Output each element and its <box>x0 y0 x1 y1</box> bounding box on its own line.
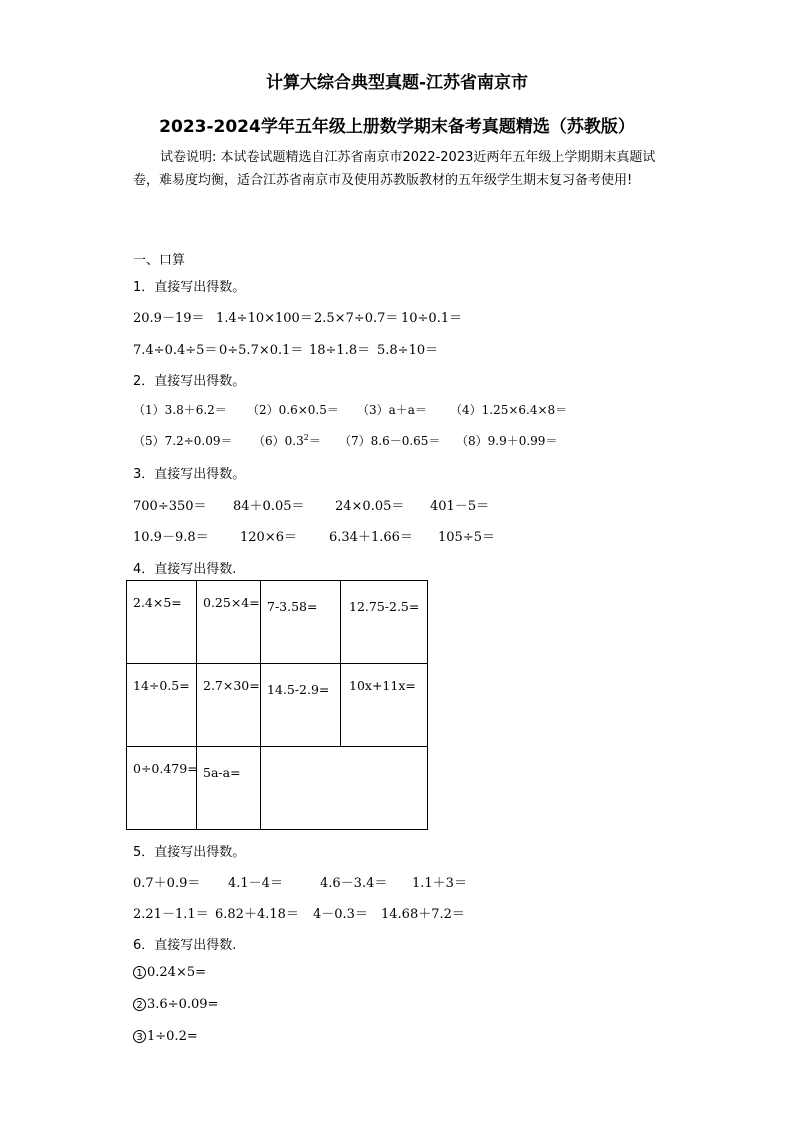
expression: 7.4÷0.4÷5＝ <box>133 343 218 358</box>
expression: 401－5＝ <box>430 499 490 514</box>
question-6-heading: 6．直接写出得数. <box>133 938 237 953</box>
expression <box>253 432 321 449</box>
question-1-heading: 1．直接写出得数。 <box>133 280 246 295</box>
question-6-item-1 <box>133 965 206 980</box>
expression: （7）8.6－0.65＝ <box>339 434 441 448</box>
grid-cell <box>197 664 261 747</box>
cell-expression: 2.7×30= <box>203 678 260 693</box>
cell-expression: 10x+11x= <box>349 678 416 693</box>
expression: 700÷350＝ <box>133 499 207 514</box>
question-4-heading: 4．直接写出得数. <box>133 562 237 577</box>
question-4-grid <box>126 580 428 830</box>
question-3-heading: 3．直接写出得数。 <box>133 467 246 482</box>
section-heading-oral: 一、口算 <box>133 253 186 268</box>
expression: 10.9－9.8＝ <box>133 530 209 545</box>
expression: 4.1－4＝ <box>228 876 283 891</box>
expression: （3）a＋a＝ <box>357 403 427 417</box>
expression: （5）7.2÷0.09＝ <box>133 434 233 448</box>
cell-expression: 0÷0.479= <box>133 761 198 776</box>
question-5-heading: 5．直接写出得数。 <box>133 845 246 860</box>
expression: （8）9.9＋0.99＝ <box>456 434 558 448</box>
cell-expression: 14.5-2.9= <box>267 682 330 697</box>
expression: 6.82＋4.18＝ <box>215 907 299 922</box>
expression: 1÷0.2= <box>147 1029 198 1044</box>
expression: 4.6－3.4＝ <box>320 876 388 891</box>
grid-cell <box>197 581 261 664</box>
expression: 3.6÷0.09= <box>147 997 219 1012</box>
circled-number-icon: 2 <box>133 998 146 1011</box>
cell-expression: 12.75-2.5= <box>349 599 420 614</box>
cell-expression: 7-3.58= <box>267 599 318 614</box>
expression: 6.34＋1.66＝ <box>329 530 413 545</box>
grid-cell <box>261 581 341 664</box>
expression: 0÷5.7×0.1＝ <box>219 343 304 358</box>
question-6-item-2 <box>133 997 218 1012</box>
expression: 2.21－1.1＝ <box>133 907 209 922</box>
grid-cell <box>261 664 341 747</box>
expression: 5.8÷10＝ <box>377 343 439 358</box>
expression: 84＋0.05＝ <box>233 499 305 514</box>
cell-expression: 0.25×4= <box>203 595 260 610</box>
expression: 10÷0.1＝ <box>401 311 463 326</box>
circled-number-icon: 1 <box>133 966 146 979</box>
expression: 20.9－19＝ <box>133 311 205 326</box>
expression: 1.1＋3＝ <box>412 876 467 891</box>
expression: 0.24×5= <box>147 965 207 980</box>
title-line-2: 2023-2024学年五年级上册数学期末备考真题精选（苏教版） <box>159 117 635 137</box>
grid-cell <box>127 747 197 830</box>
grid-cell <box>341 664 428 747</box>
exponent: 2 <box>303 433 309 442</box>
expression: 18÷1.8＝ <box>309 343 371 358</box>
cell-expression: 14÷0.5= <box>133 678 190 693</box>
expression: 1.4÷10×100＝ <box>216 311 313 326</box>
equals-sign: ＝ <box>308 434 321 448</box>
grid-cell-empty <box>261 747 428 830</box>
grid-cell <box>197 747 261 830</box>
circled-number-icon: 3 <box>133 1030 146 1043</box>
expression-base: （6）0.3 <box>253 434 304 448</box>
grid-cell <box>127 664 197 747</box>
expression: 105÷5＝ <box>438 530 495 545</box>
grid-cell <box>127 581 197 664</box>
expression: （4）1.25×6.4×8＝ <box>450 403 568 417</box>
question-2-heading: 2．直接写出得数。 <box>133 374 246 389</box>
expression: 2.5×7÷0.7＝ <box>314 311 399 326</box>
title-line-1: 计算大综合典型真题-江苏省南京市 <box>265 73 529 93</box>
expression: 4－0.3＝ <box>313 907 368 922</box>
intro-paragraph: 试卷说明: 本试卷试题精选自江苏省南京市2022-2023近两年五年级上学期期末真题试卷，难易度均衡，适合江苏省南京市及使用苏教版教材的五年级学生期末复习备考使用! <box>133 150 656 188</box>
grid-cell <box>341 581 428 664</box>
cell-expression: 2.4×5= <box>133 595 182 610</box>
expression: 14.68＋7.2＝ <box>381 907 465 922</box>
expression: 0.7＋0.9＝ <box>133 876 201 891</box>
expression: 24×0.05＝ <box>335 499 405 514</box>
expression: （1）3.8＋6.2＝ <box>133 403 227 417</box>
expression: （2）0.6×0.5＝ <box>247 403 339 417</box>
cell-expression: 5a-a= <box>203 765 241 780</box>
question-6-item-3 <box>133 1029 198 1044</box>
expression: 120×6＝ <box>240 530 297 545</box>
